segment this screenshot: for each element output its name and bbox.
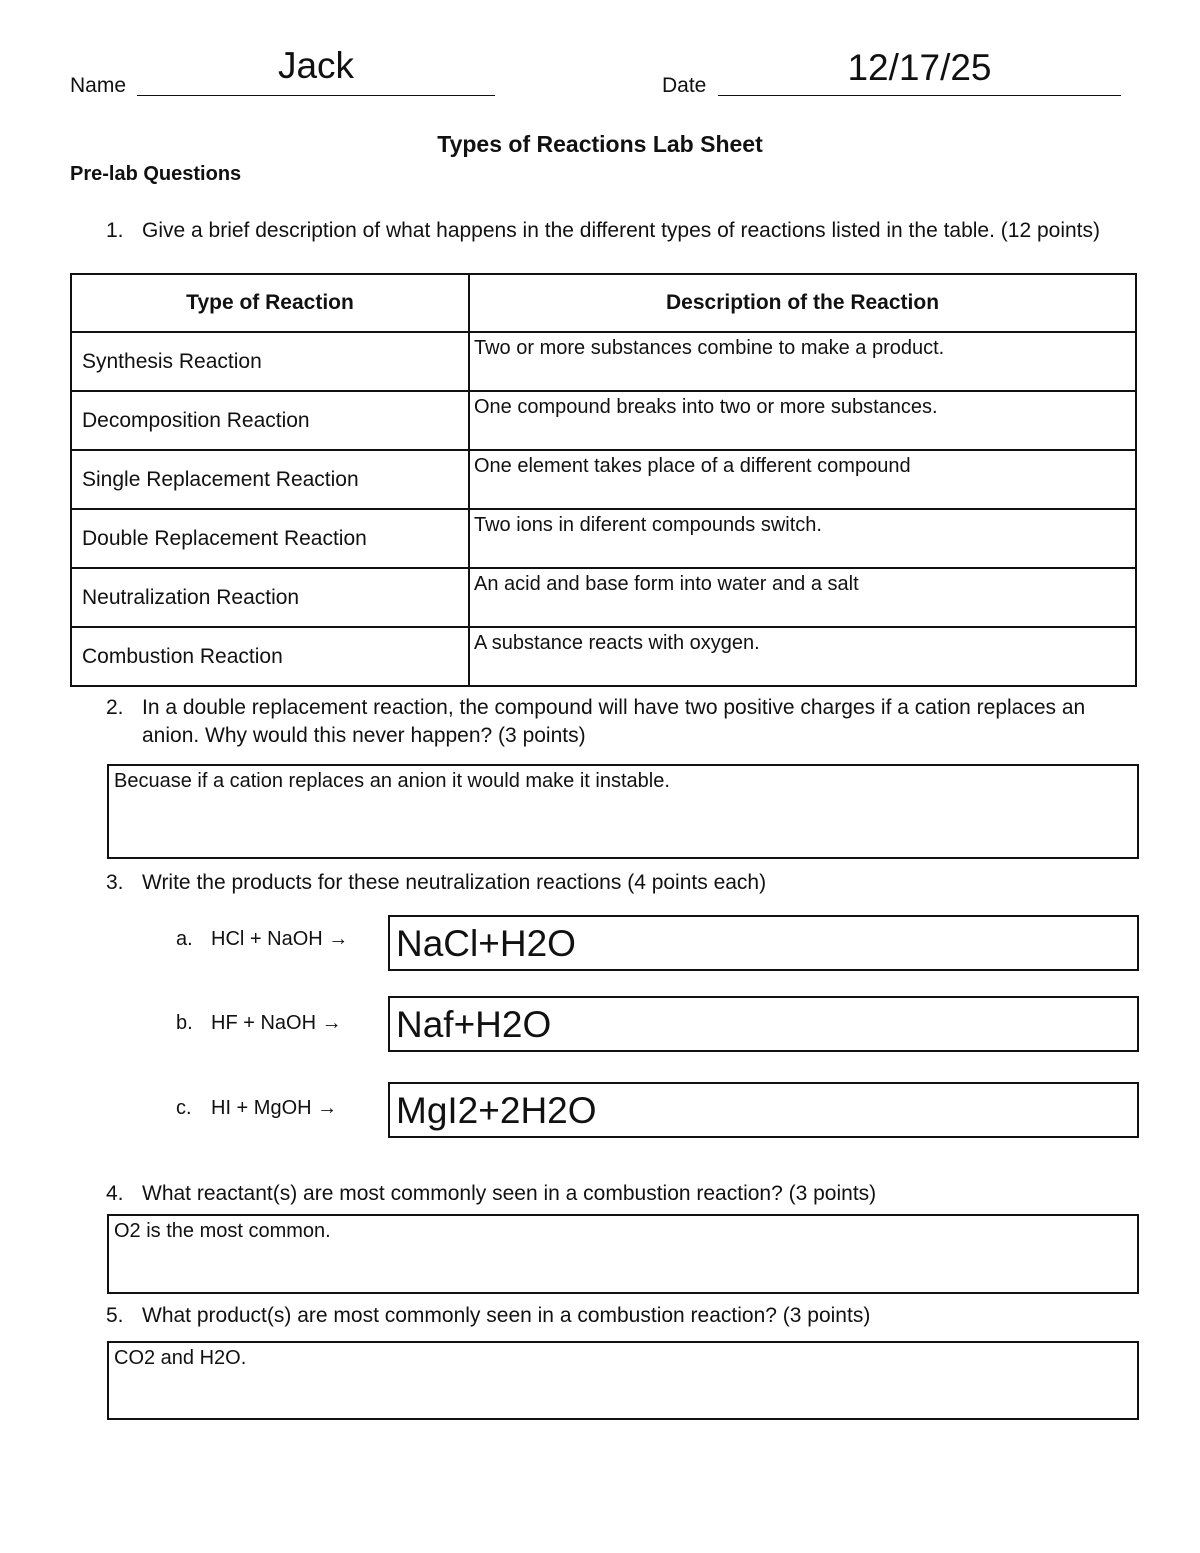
question-text: What product(s) are most commonly seen in a combustion reaction? (3 points) [142,1304,871,1327]
table-row [71,450,1136,509]
date-line [718,95,1121,96]
product-box-a[interactable]: NaCl+H2O [388,915,1139,971]
reaction-a-reactants: HCl + NaOH → [211,928,349,950]
question-number: 1. [106,219,124,242]
question-text: Write the products for these neutralization reactions (4 points each) [142,871,767,894]
reaction-description[interactable]: A substance reacts with oxygen. [469,627,1136,686]
section-heading: Pre-lab Questions [70,163,242,185]
reaction-type: Decomposition Reaction [71,391,469,450]
date-field[interactable]: 12/17/25 [847,47,992,88]
table-row [71,391,1136,450]
reaction-b-letter: b. [176,1012,193,1034]
reaction-type: Combustion Reaction [71,627,469,686]
question-number: 2. [106,696,124,719]
reaction-description[interactable]: An acid and base form into water and a salt [469,568,1136,627]
question-number: 5. [106,1304,124,1327]
reaction-type: Double Replacement Reaction [71,509,469,568]
question-number: 3. [106,871,124,894]
reaction-c-reactants: HI + MgOH → [211,1097,338,1119]
question-number: 4. [106,1182,124,1205]
answer-box-q2[interactable]: Becuase if a cation replaces an anion it would make it instable. [107,764,1139,859]
answer-box-q4[interactable]: O2 is the most common. [107,1214,1139,1294]
reaction-type: Single Replacement Reaction [71,450,469,509]
reaction-description[interactable]: Two ions in diferent compounds switch. [469,509,1136,568]
question-text: What reactant(s) are most commonly seen in a combustion reaction? (3 points) [142,1182,877,1205]
reactions-table [70,273,1137,687]
table-row [71,568,1136,627]
table-row [71,332,1136,391]
column-header-type: Type of Reaction [71,274,469,332]
question-text: Give a brief description of what happens in the different types of reactions listed in the table. (12 points) [142,219,1101,242]
page-title: Types of Reactions Lab Sheet [437,131,763,157]
reaction-description[interactable]: Two or more substances combine to make a product. [469,332,1136,391]
table-row [71,509,1136,568]
date-label: Date [662,74,707,97]
product-box-b[interactable]: Naf+H2O [388,996,1139,1052]
column-header-description: Description of the Reaction [469,274,1136,332]
name-label: Name [70,74,127,97]
reaction-type: Synthesis Reaction [71,332,469,391]
reaction-description[interactable]: One element takes place of a different compound [469,450,1136,509]
table-header-row [71,274,1136,332]
question-text: In a double replacement reaction, the compound will have two positive charges if a cation replaces an anion. Why would this never happen? (3 points) [142,696,1086,747]
reaction-c-letter: c. [176,1097,192,1119]
reaction-b-reactants: HF + NaOH → [211,1012,342,1034]
name-field[interactable]: Jack [277,45,355,86]
reaction-a-letter: a. [176,928,193,950]
reaction-type: Neutralization Reaction [71,568,469,627]
product-box-c[interactable]: MgI2+2H2O [388,1082,1139,1138]
reaction-description[interactable]: One compound breaks into two or more substances. [469,391,1136,450]
table-row [71,627,1136,686]
answer-box-q5[interactable]: CO2 and H2O. [107,1341,1139,1420]
name-line [137,95,495,96]
